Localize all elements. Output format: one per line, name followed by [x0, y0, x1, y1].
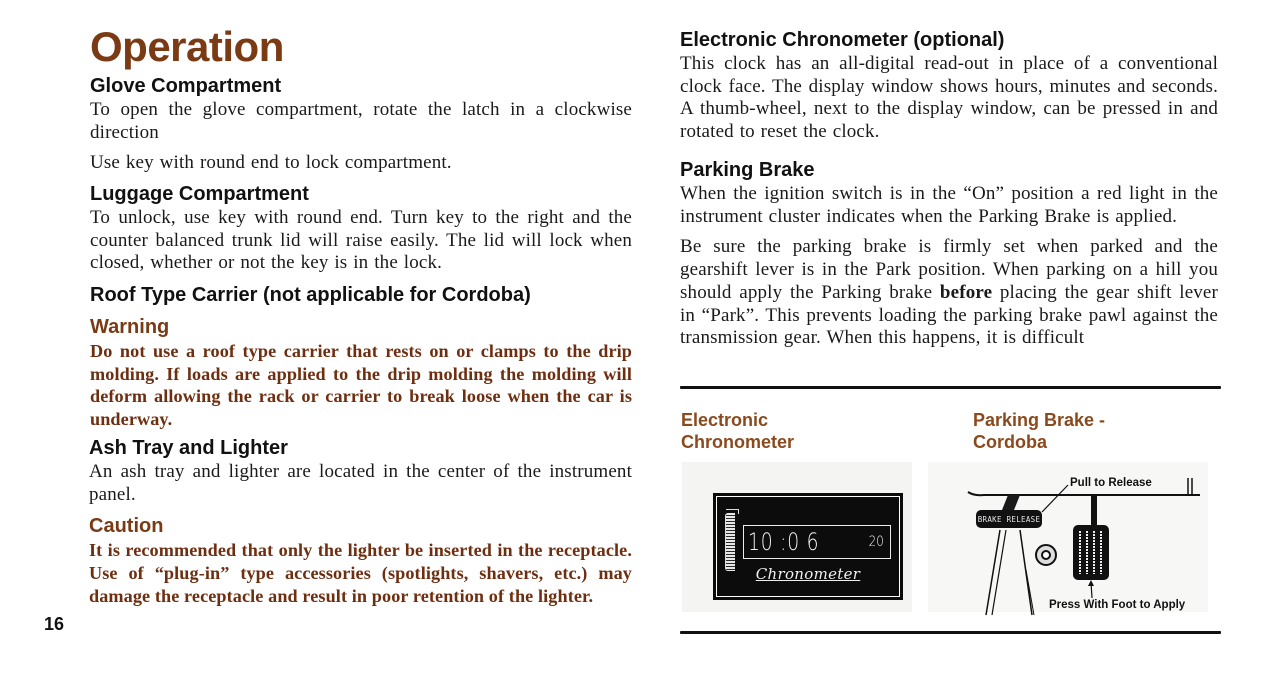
callout-press-with-foot: Press With Foot to Apply	[1049, 599, 1186, 611]
divider-top	[680, 386, 1221, 389]
section-electronic-chronometer	[680, 28, 1218, 144]
chronometer-clock-illustration	[713, 493, 903, 600]
section-heading: Electronic Chronometer (optional)	[680, 29, 1005, 51]
clock-brand-label: Chronometer	[755, 565, 861, 583]
section-ash-tray-lighter	[89, 436, 632, 608]
section-luggage-compartment	[90, 182, 632, 275]
figure-chronometer-title	[681, 409, 794, 453]
paragraph: To unlock, use key with round end. Turn key to the right and the counter balanced trunk lid will raise easily. The lid will lock when closed, whether or not the key is in the lock.	[90, 207, 632, 274]
brake-release-handle-label: BRAKE RELEASE	[977, 515, 1041, 524]
text-run: placing the gear shift lever in “Park”. This prevents loading the parking brake pawl against the transmission gear. When this happens, it is difficult	[680, 281, 1218, 349]
page-number: 16	[44, 614, 65, 634]
thumb-wheel-icon	[725, 513, 735, 571]
paragraph: Use key with round end to lock compartment.	[90, 152, 452, 174]
paragraph: This clock has an all-digital read-out in place of a conventional clock face. The display window shows hours, minutes and seconds. A thumb-wheel, next to the display window, can be pressed in and rotated to reset the clock.	[680, 53, 1218, 143]
paragraph: When the ignition switch is in the “On” position a red light in the instrument cluster indicates when the Parking Brake is applied.	[680, 183, 1218, 227]
figure-title-line: Electronic	[681, 410, 769, 430]
section-heading: Luggage Compartment	[90, 183, 309, 205]
section-roof-carrier	[90, 283, 632, 431]
paragraph: An ash tray and lighter are located in the center of the instrument panel.	[89, 461, 632, 505]
warning-heading: Warning	[90, 316, 170, 338]
callout-pull-to-release: Pull to Release	[1070, 477, 1152, 489]
text-run: Be sure the parking brake is firmly set when parked and the gearshift lever is in the Park position. When parking on a hill you should apply the Parking brake	[680, 236, 1218, 303]
figure-title-line: Chronometer	[681, 432, 795, 452]
caution-text: It is recommended that only the lighter be inserted in the receptacle. Use of “plug-in” type accessories (spotlights, shavers, etc.) may damage the receptacle and result in poor retention of the lighter.	[89, 540, 632, 606]
clock-time: 10 :0 6	[748, 528, 820, 556]
section-heading: Roof Type Carrier (not applicable for Cordoba)	[90, 284, 531, 306]
clock-display-window	[743, 525, 891, 559]
clock-seconds: 20	[868, 534, 884, 550]
figure-title-line: Parking Brake -	[973, 410, 1106, 430]
paragraph: To open the glove compartment, rotate the latch in a clockwise direction	[90, 99, 632, 143]
section-heading: Ash Tray and Lighter	[89, 437, 288, 459]
paragraph	[680, 236, 1218, 350]
page-title: Operation	[90, 23, 284, 70]
warning-text: Do not use a roof type carrier that rests on or clamps to the drip molding. If loads are applied to the drip molding the molding will deform allowing the rack or carrier to break loose when the car is underway.	[90, 341, 632, 430]
figure-parking-brake-title	[973, 409, 1105, 453]
section-glove-compartment	[90, 74, 632, 175]
section-heading: Parking Brake	[680, 159, 815, 181]
section-parking-brake	[680, 158, 1218, 350]
section-heading: Glove Compartment	[90, 75, 282, 97]
divider-bottom	[680, 631, 1221, 634]
emphasis-before: before	[939, 281, 993, 303]
caution-heading: Caution	[89, 515, 164, 538]
figure-title-line: Cordoba	[973, 432, 1047, 452]
parking-brake-illustration	[960, 470, 1210, 620]
